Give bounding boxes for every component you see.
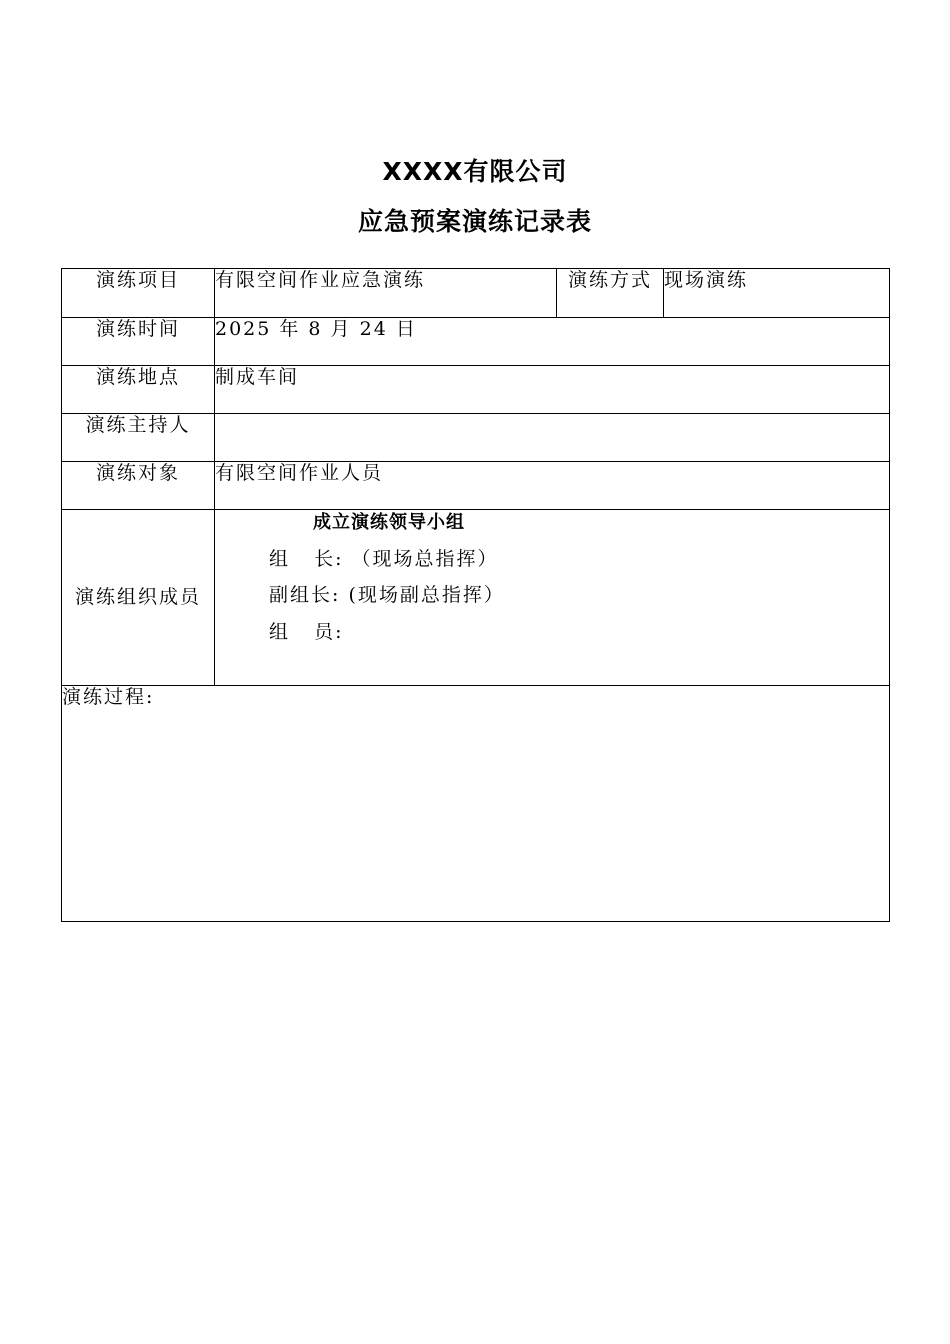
org-cell (215, 510, 890, 686)
host-value (215, 414, 890, 462)
org-title: 成立演练领导小组 (313, 512, 465, 533)
process-label: 演练过程: (62, 686, 155, 708)
host-label: 演练主持人 (62, 414, 215, 462)
method-value: 现场演练 (664, 269, 890, 318)
project-value: 有限空间作业应急演练 (215, 269, 557, 318)
time-label: 演练时间 (62, 318, 215, 366)
drill-record-table (61, 268, 890, 922)
time-value: 2025 年 8 月 24 日 (215, 318, 890, 366)
location-value: 制成车间 (215, 366, 890, 414)
org-deputy: 副组长: (现场副总指挥） (269, 584, 505, 607)
target-label: 演练对象 (62, 462, 215, 510)
row-host (62, 414, 890, 462)
form-title: 应急预案演练记录表 (357, 207, 592, 236)
company-name: XXXX有限公司 (382, 157, 568, 186)
row-process (62, 686, 890, 922)
location-label: 演练地点 (62, 366, 215, 414)
row-location (62, 366, 890, 414)
row-organization (62, 510, 890, 686)
row-project (62, 269, 890, 318)
process-cell (62, 686, 890, 922)
project-label: 演练项目 (62, 269, 215, 318)
org-members: 组 员: (269, 621, 344, 644)
row-target (62, 462, 890, 510)
target-value: 有限空间作业人员 (215, 462, 890, 510)
method-label: 演练方式 (557, 269, 664, 318)
row-time (62, 318, 890, 366)
org-label: 演练组织成员 (62, 510, 215, 686)
org-leader: 组 长: （现场总指挥） (269, 547, 499, 570)
